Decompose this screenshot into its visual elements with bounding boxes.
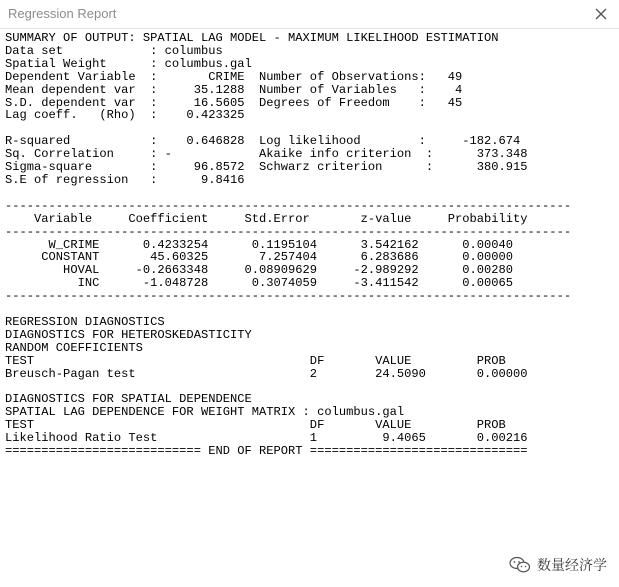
- report-line: DIAGNOSTICS FOR HETEROSKEDASTICITY: [5, 327, 252, 342]
- report-line: Likelihood Ratio Test 1 9.4065 0.00216: [5, 431, 528, 446]
- report-line: R-squared : 0.646828 Log likelihood : -182.674: [5, 134, 521, 149]
- report-content: [0, 29, 600, 458]
- report-line: ------------------------------------------------------------------------------: [5, 198, 572, 213]
- report-line: Data set : columbus: [5, 43, 223, 58]
- report-line: HOVAL -0.2663348 0.08909629 -2.989292 0.00280: [5, 263, 514, 278]
- vertical-scrollbar[interactable]: [603, 29, 619, 554]
- wechat-icon: [509, 556, 531, 574]
- report-line: TEST DF VALUE PROB: [5, 353, 506, 368]
- report-line: Mean dependent var : 35.1288 Number of Variables : 4: [5, 82, 463, 97]
- report-line: ------------------------------------------------------------------------------: [5, 289, 572, 304]
- report-line: Sq. Correlation : - Akaike info criterion : 373.348: [5, 147, 528, 162]
- report-line: INC -1.048728 0.3074059 -3.411542 0.00065: [5, 276, 514, 291]
- watermark: [509, 555, 607, 575]
- report-line: =========================== END OF REPORT ==============================: [5, 444, 528, 458]
- report-line: S.E of regression : 9.8416: [5, 172, 245, 187]
- report-line: Lag coeff. (Rho) : 0.423325: [5, 108, 245, 123]
- report-line: Breusch-Pagan test 2 24.5090 0.00000: [5, 366, 528, 381]
- report-line: DIAGNOSTICS FOR SPATIAL DEPENDENCE: [5, 392, 252, 407]
- title-bar: [0, 0, 619, 29]
- report-line: TEST DF VALUE PROB: [5, 418, 506, 433]
- report-line: ------------------------------------------------------------------------------: [5, 224, 572, 239]
- report-line: SUMMARY OF OUTPUT: SPATIAL LAG MODEL - MAXIMUM LIKELIHOOD ESTIMATION: [5, 31, 499, 45]
- report-line: Spatial Weight : columbus.gal: [5, 56, 252, 71]
- window-title: Regression Report: [8, 6, 117, 21]
- report-line: REGRESSION DIAGNOSTICS: [5, 314, 165, 329]
- watermark-text: 数量经济学: [537, 558, 607, 574]
- report-line: SPATIAL LAG DEPENDENCE FOR WEIGHT MATRIX : columbus.gal: [5, 405, 405, 420]
- report-line: RANDOM COEFFICIENTS: [5, 340, 143, 355]
- report-line: CONSTANT 45.60325 7.257404 6.283686 0.00000: [5, 250, 514, 265]
- report-line: Dependent Variable : CRIME Number of Observations: 49: [5, 69, 463, 84]
- report-line: Sigma-square : 96.8572 Schwarz criterion : 380.915: [5, 160, 528, 175]
- report-text-area[interactable]: [0, 29, 600, 554]
- report-line: W_CRIME 0.4233254 0.1195104 3.542162 0.00040: [5, 237, 514, 252]
- close-icon[interactable]: [591, 4, 611, 24]
- report-line: Variable Coefficient Std.Error z-value Probability: [5, 211, 528, 226]
- report-line: S.D. dependent var : 16.5605 Degrees of Freedom : 45: [5, 95, 463, 110]
